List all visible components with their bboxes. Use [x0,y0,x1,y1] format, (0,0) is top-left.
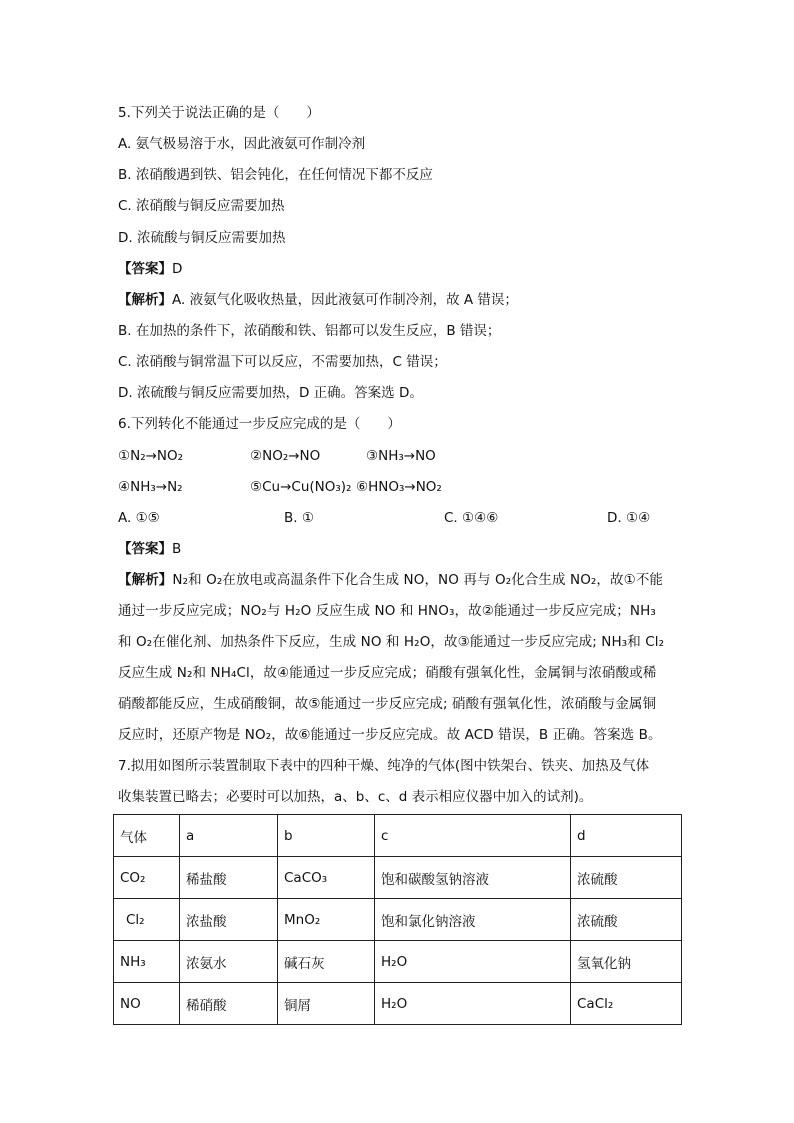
table-cell: MnO₂ [278,899,375,941]
table-cell: 氢氧化钠 [571,941,682,983]
q6-analysis-line: 通过一步反应完成；NO₂与 H₂O 反应生成 NO 和 HNO₃，故②能通过一步反应完成；NH₃ [118,603,656,619]
q5-analysis-line [118,290,518,310]
table-cell: CaCl₂ [571,983,682,1025]
table-row [114,941,682,983]
table-cell: 铜屑 [278,983,375,1025]
q6-item: ⑤Cu→Cu(NO₃)₂ [250,479,352,495]
table-cell: Cl₂ [114,899,180,941]
table-cell: CaCO₃ [278,857,375,899]
q5-option-c: C. 浓硝酸与铜反应需要加热 [118,198,285,214]
table-cell: CO₂ [114,857,180,899]
table-cell: H₂O [375,941,571,983]
table-row [114,899,682,941]
table-cell: NO [114,983,180,1025]
q6-option-b: B. ① [284,510,314,526]
table-header-cell: b [278,815,375,857]
table-cell: 浓硫酸 [571,899,682,941]
q6-analysis-line: 和 O₂在催化剂、加热条件下反应，生成 NO 和 H₂O，故③能通过一步反应完成; NH₃和 Cl₂ [118,634,665,650]
table-row [114,857,682,899]
q6-analysis-line [118,570,663,590]
table-header-cell: a [180,815,278,857]
answer-value: D [172,261,183,277]
q6-option-c: C. ①④⑥ [444,510,499,526]
table-cell: H₂O [375,983,571,1025]
q5-stem: 5.下列关于说法正确的是（ ） [118,105,320,121]
q6-analysis-line: 反应时，还原产物是 NO₂，故⑥能通过一步反应完成。故 ACD 错误，B 正确。答案选 B。 [118,727,662,743]
analysis-text: A. 液氨气化吸收热量，因此液氨可作制冷剂，故 A 错误； [172,292,518,308]
table-cell: 碱石灰 [278,941,375,983]
table-header-cell: c [375,815,571,857]
table-cell: 稀盐酸 [180,857,278,899]
answer-label: 【答案】 [118,261,172,277]
analysis-text: N₂和 O₂在放电或高温条件下化合生成 NO，NO 再与 O₂化合生成 NO₂，故①不能 [172,572,664,588]
q6-analysis-line: 反应生成 N₂和 NH₄Cl，故④能通过一步反应完成；硝酸有强氧化性，金属铜与浓硝酸或稀 [118,665,657,681]
q6-analysis-line: 硝酸都能反应，生成硝酸铜，故⑤能通过一步反应完成; 硝酸有强氧化性，浓硝酸与金属铜 [118,696,657,712]
table-cell: 浓盐酸 [180,899,278,941]
q7-stem-line: 7.拟用如图所示装置制取下表中的四种干燥、纯净的气体(图中铁架台、铁夹、加热及气体 [118,758,650,774]
q6-stem: 6.下列转化不能通过一步反应完成的是（ ） [118,416,401,432]
q6-item: ①N₂→NO₂ [118,448,184,464]
q7-stem-line: 收集装置已略去；必要时可以加热，a、b、c、d 表示相应仪器中加入的试剂)。 [118,789,593,805]
q5-analysis-line: B. 在加热的条件下，浓硝酸和铁、铝都可以发生反应，B 错误； [118,323,501,339]
table-cell: 浓氨水 [180,941,278,983]
q6-item: ④NH₃→N₂ [118,479,183,495]
q5-option-b: B. 浓硝酸遇到铁、铝会钝化，在任何情况下都不反应 [118,167,433,183]
table-header-cell: d [571,815,682,857]
table-row [114,983,682,1025]
q6-item: ②NO₂→NO [250,448,321,464]
answer-label: 【答案】 [118,541,172,557]
q6-item: ③NH₃→NO [366,448,436,464]
gas-reagent-table [113,814,682,1025]
q5-option-a: A. 氨气极易溶于水，因此液氨可作制冷剂 [118,136,366,152]
answer-value: B [172,541,182,557]
q6-answer [118,539,181,559]
q5-analysis-line: C. 浓硝酸与铜常温下可以反应，不需要加热，C 错误； [118,354,447,370]
analysis-label: 【解析】 [118,292,172,308]
table-cell: 饱和氯化钠溶液 [375,899,571,941]
table-header-row [114,815,682,857]
table-cell: NH₃ [114,941,180,983]
q6-option-d: D. ①④ [607,510,651,526]
table-cell: 饱和碳酸氢钠溶液 [375,857,571,899]
q5-analysis-line: D. 浓硫酸与铜反应需要加热，D 正确。答案选 D。 [118,385,423,401]
table-cell: 浓硫酸 [571,857,682,899]
q5-option-d: D. 浓硫酸与铜反应需要加热 [118,230,286,246]
q6-item: ⑥HNO₃→NO₂ [356,479,442,495]
q5-answer [118,259,182,279]
table-cell: 稀硝酸 [180,983,278,1025]
analysis-label: 【解析】 [118,572,173,588]
table-header-cell: 气体 [114,815,180,857]
q6-option-a: A. ①⑤ [118,510,160,526]
